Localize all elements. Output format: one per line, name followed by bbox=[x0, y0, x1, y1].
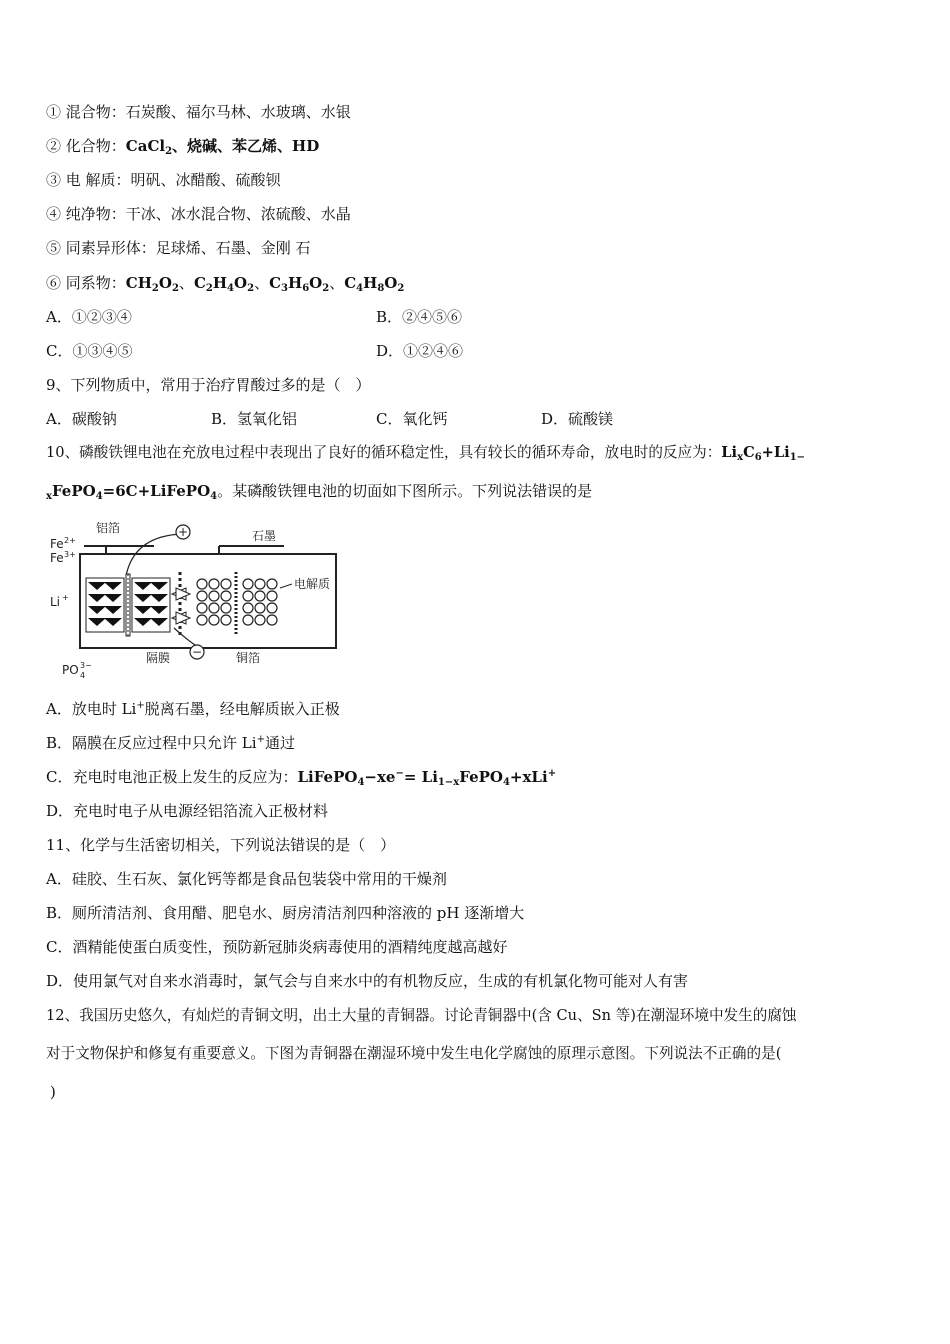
list-item-electrolyte: ③ 电 解质：明矾、冰醋酸、硫酸钡 bbox=[46, 171, 281, 189]
q10-option-c[interactable]: C．充电时电池正极上发生的反应为：LiFePO$_4$−xe−= $Li_{1-x}FePO_4+xLi^+$ bbox=[46, 768, 557, 788]
q11-option-c[interactable]: C．酒精能使蛋白质变性，预防新冠肺炎病毒使用的酒精纯度越高越好 bbox=[46, 938, 508, 956]
list-item-compound: ② 化合物：CaCl$_2$、烧碱、苯乙烯、HD bbox=[46, 137, 320, 157]
svg-text:电解质: 电解质 bbox=[294, 577, 331, 591]
q12-stem-line2: 对于文物保护和修复有重要意义。下图为青铜器在潮湿环境中发生电化学腐蚀的原理示意图。下列说法不正确的是( bbox=[46, 1045, 782, 1062]
list-item-pure-substance: ④ 纯净物：干冰、冰水混合物、浓硫酸、水晶 bbox=[46, 205, 351, 223]
svg-text:3+: 3+ bbox=[64, 550, 76, 559]
svg-text:隔膜: 隔膜 bbox=[146, 651, 171, 665]
list-item-mixture: ① 混合物：石炭酸、福尔马林、水玻璃、水银 bbox=[46, 103, 351, 121]
q11-option-d[interactable]: D．使用氯气对自来水消毒时，氯气会与自来水中的有机物反应，生成的有机氯化物可能对人有害 bbox=[46, 972, 689, 990]
q8-option-c[interactable]: C．①③④⑤ bbox=[46, 342, 133, 360]
q10-option-a[interactable]: A．放电时 Li+脱离石墨，经电解质嵌入正极 bbox=[46, 700, 340, 718]
q9-option-c[interactable]: C．氧化钙 bbox=[376, 410, 448, 428]
q8-option-b[interactable]: B．②④⑤⑥ bbox=[376, 308, 463, 326]
svg-text:铝箔: 铝箔 bbox=[96, 521, 121, 535]
q9-stem: 9、下列物质中，常用于治疗胃酸过多的是（ ） bbox=[46, 376, 371, 394]
svg-text:Li: Li bbox=[50, 595, 61, 609]
list-item-homolog: ⑥ 同系物：$CH_2O_2$、$C_2H_4O_2$、$C_3H_6O_2$、$C_4H_8O_2$ bbox=[46, 274, 405, 294]
svg-text:+: + bbox=[178, 525, 189, 539]
svg-text:石墨: 石墨 bbox=[252, 529, 277, 543]
svg-text:4: 4 bbox=[80, 671, 86, 680]
q9-option-a[interactable]: A．碳酸钠 bbox=[46, 410, 117, 428]
q11-stem: 11、化学与生活密切相关，下列说法错误的是（ ） bbox=[46, 836, 396, 854]
q8-option-d[interactable]: D．①②④⑥ bbox=[376, 342, 464, 360]
svg-text:Fe: Fe bbox=[50, 537, 64, 551]
svg-text:+: + bbox=[62, 593, 69, 602]
battery-diagram bbox=[44, 518, 354, 683]
q11-option-a[interactable]: A．硅胶、生石灰、氯化钙等都是食品包装袋中常用的干燥剂 bbox=[46, 870, 447, 888]
list-item-allotrope: ⑤ 同素异形体：足球烯、石墨、金刚 石 bbox=[46, 239, 311, 257]
q10-stem-line1: 10、磷酸铁锂电池在充放电过程中表现出了良好的循环稳定性，具有较长的循环寿命，放电时的反应为：$Li_xC_6+Li_{1-}$ bbox=[46, 444, 806, 463]
q11-option-b[interactable]: B．厕所清洁剂、食用醋、肥皂水、厨房清洁剂四种溶液的 pH 逐渐增大 bbox=[46, 904, 525, 922]
q8-option-a[interactable]: A．①②③④ bbox=[46, 308, 132, 326]
svg-text:−: − bbox=[192, 645, 203, 659]
svg-text:Fe: Fe bbox=[50, 551, 64, 565]
svg-text:3−: 3− bbox=[80, 661, 92, 670]
svg-text:铜箔: 铜箔 bbox=[236, 651, 261, 665]
q10-stem-line2: $_x$FePO$_4$=6C+LiFePO$_4$。某磷酸铁锂电池的切面如下图所示。下列说法错误的是 bbox=[46, 482, 593, 502]
q9-option-b[interactable]: B．氢氧化铝 bbox=[211, 410, 298, 428]
q12-stem-line1: 12、我国历史悠久，有灿烂的青铜文明，出土大量的青铜器。讨论青铜器中(含 Cu、Sn 等)在潮湿环境中发生的腐蚀 bbox=[46, 1007, 797, 1024]
q10-option-d[interactable]: D．充电时电子从电源经铝箔流入正极材料 bbox=[46, 802, 329, 820]
q12-stem-line3: ) bbox=[50, 1083, 56, 1101]
q10-option-b[interactable]: B．隔膜在反应过程中只允许 Li+通过 bbox=[46, 734, 295, 752]
svg-text:PO: PO bbox=[62, 663, 79, 677]
svg-text:2+: 2+ bbox=[64, 536, 76, 545]
q9-option-d[interactable]: D．硫酸镁 bbox=[541, 410, 614, 428]
